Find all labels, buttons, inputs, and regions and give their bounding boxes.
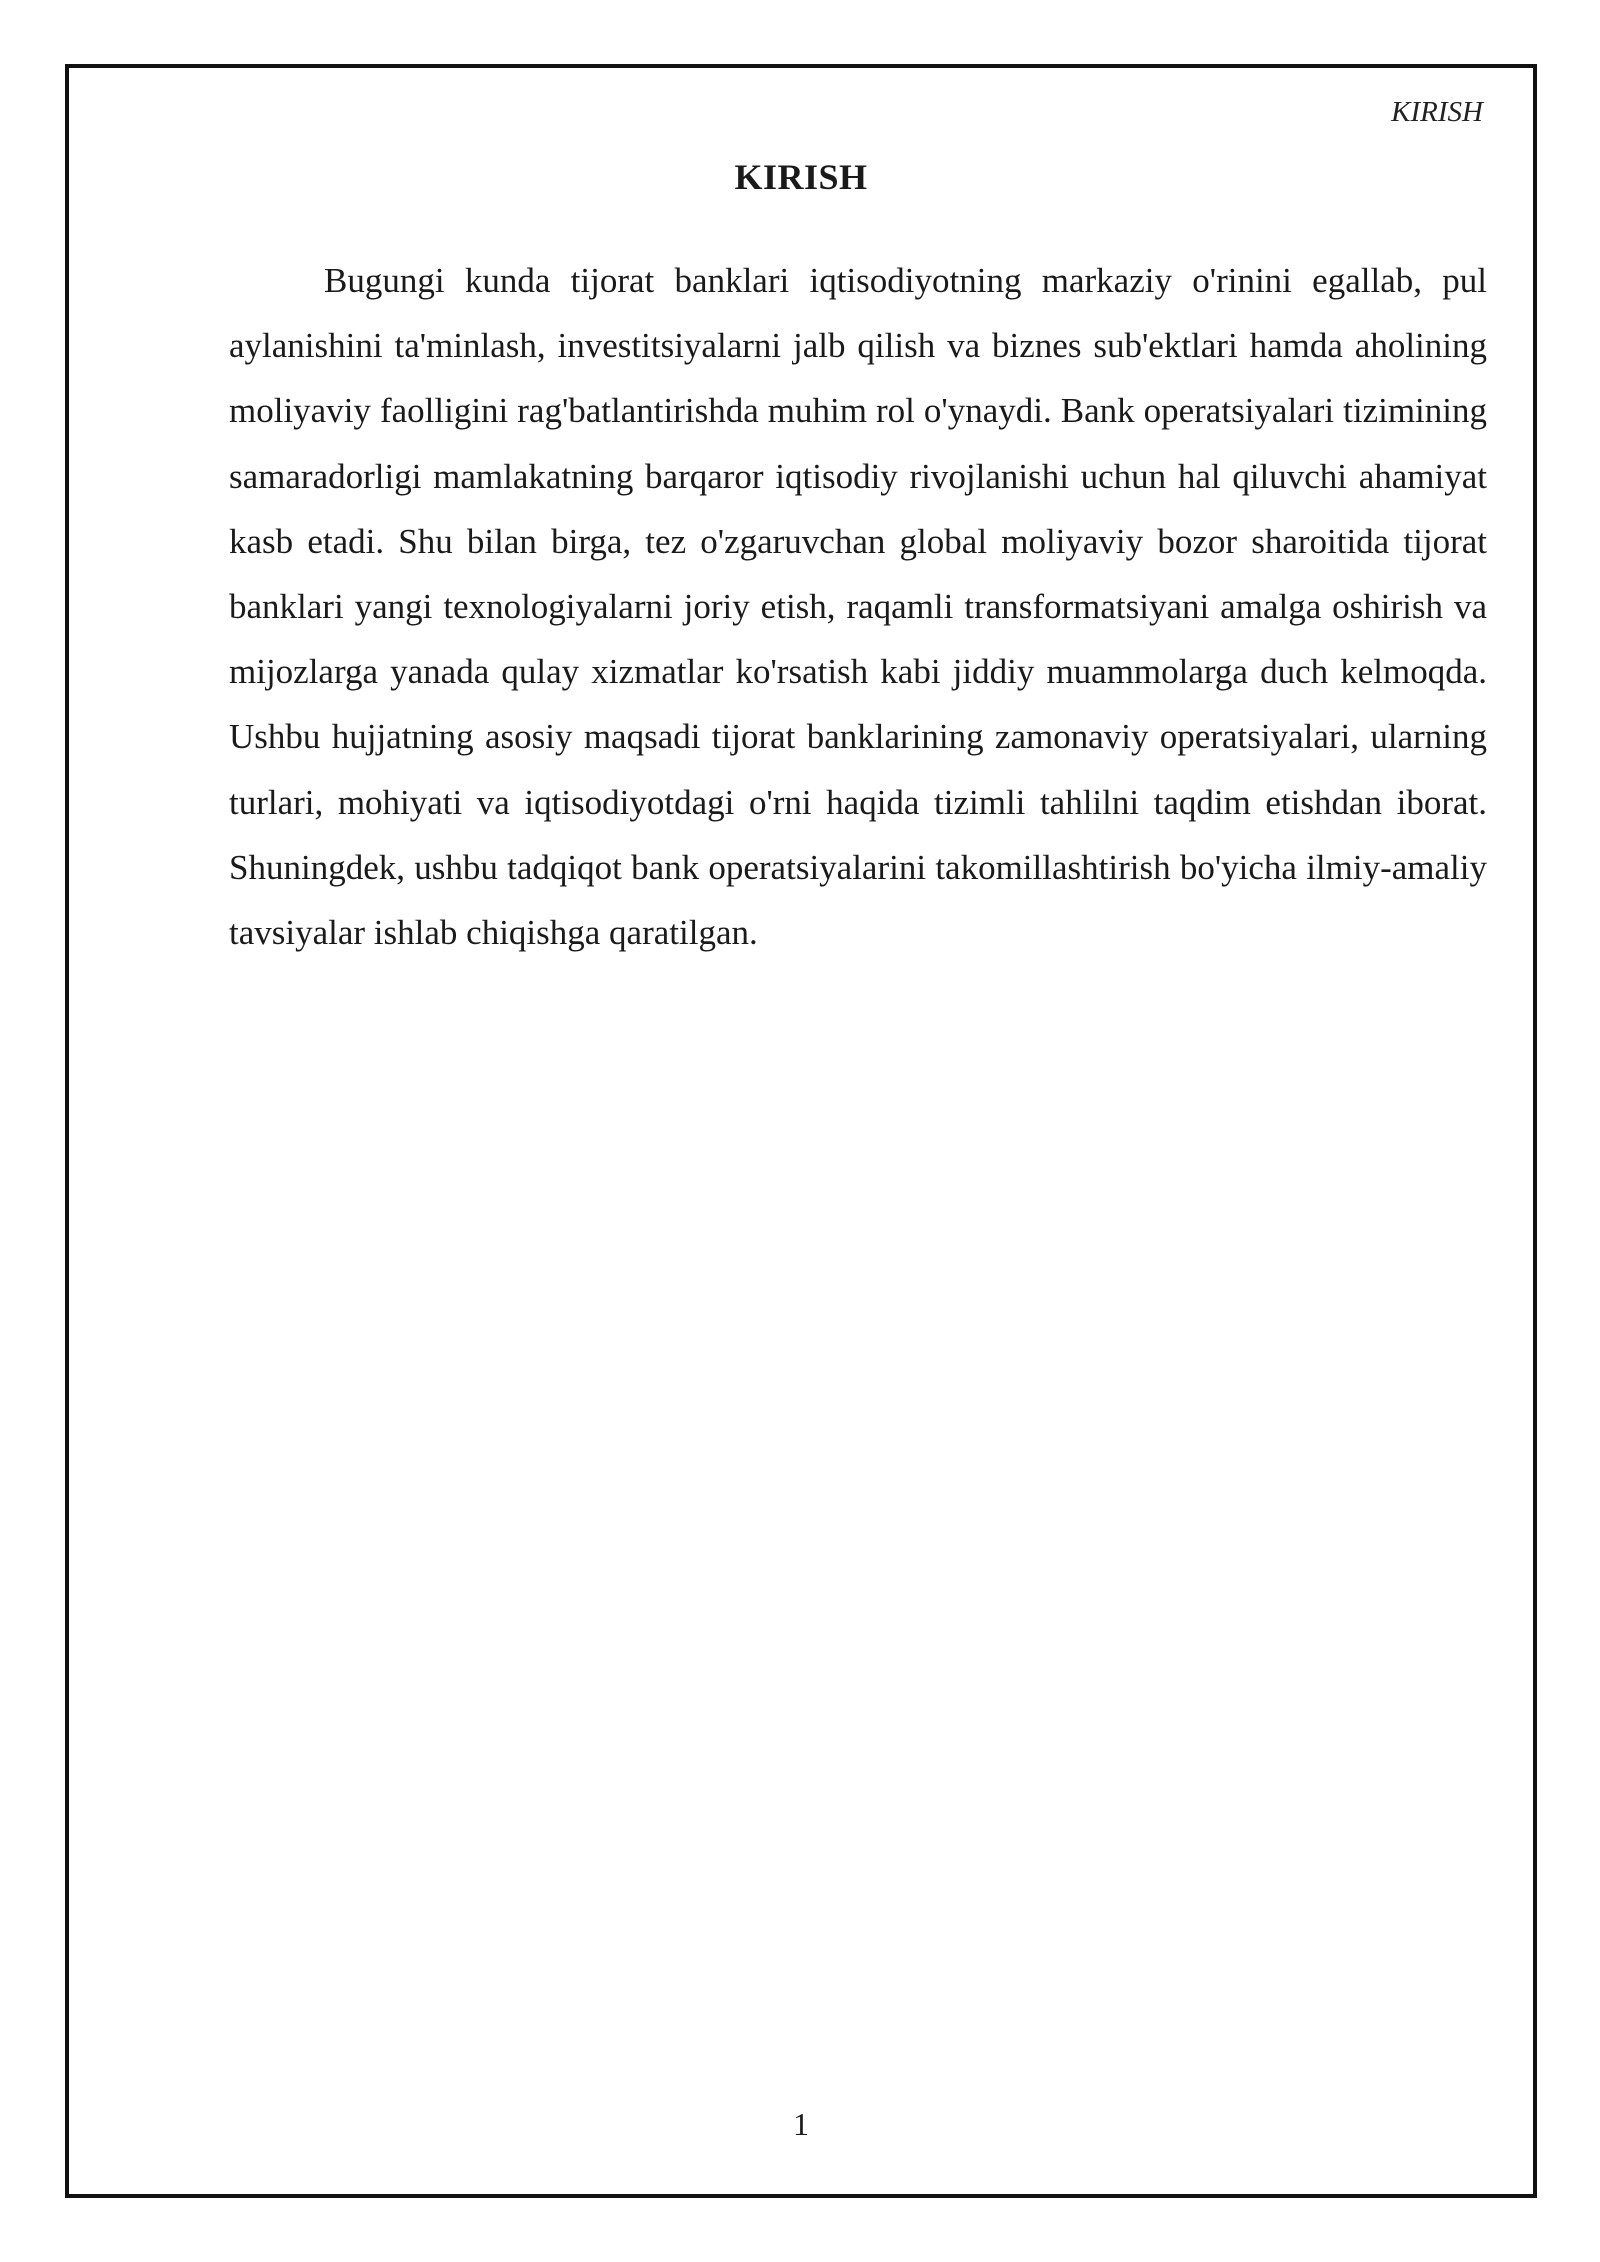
section-title: KIRISH [734, 157, 868, 197]
running-header: KIRISH [1391, 96, 1483, 128]
body-paragraph: Bugungi kunda tijorat banklari iqtisodiyotning markaziy o'rinini egallab, pul aylanishini ta'minlash, investitsiyalarni jalb qilish va biznes sub'ektlari hamda aholining moliyaviy faolligini rag'batlantirishda muhim rol o'ynaydi. Bank operatsiyalari tizimining samaradorligi mamlakatning barqaror iqtisodiy rivojlanishi uchun hal qiluvchi ahamiyat kasb etadi. Shu bilan birga, tez o'zgaruvchan global moliyaviy bozor sharoitida tijorat banklari yangi texnologiyalarni joriy etish, raqamli transformatsiyani amalga oshirish va mijozlarga yanada qulay xizmatlar ko'rsatish kabi jiddiy muammolarga duch kelmoqda. Ushbu hujjatning asosiy maqsadi tijorat banklarining zamonaviy operatsiyalari, ularning turlari, mohiyati va iqtisodiyotdagi o'rni haqida tizimli tahlilni taqdim etishdan iborat. Shuningdek, ushbu tadqiqot bank operatsiyalarini takomillashtirish bo'yicha ilmiy-amaliy tavsiyalar ishlab chiqishga qaratilgan. [229, 261, 1487, 953]
page-number: 1 [793, 2106, 809, 2142]
page-frame [65, 64, 1537, 2198]
